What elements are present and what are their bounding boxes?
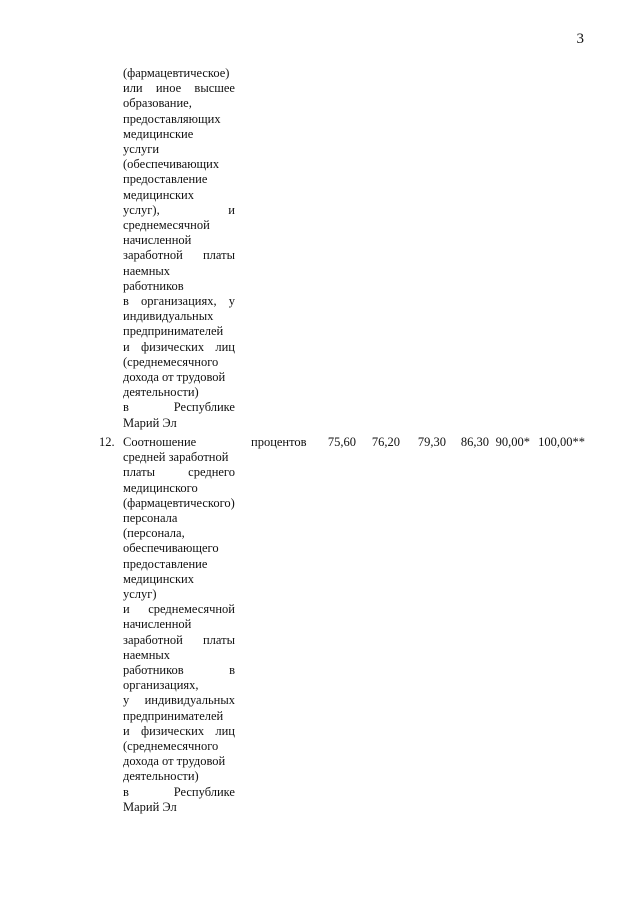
text-line: или иное высшее <box>123 81 235 96</box>
continued-indicator-description <box>123 66 235 431</box>
text-line: в организациях, у <box>123 294 235 309</box>
value-cell: 76,20 <box>371 435 400 449</box>
text-line: обеспечивающего <box>123 541 219 556</box>
text-line: организациях, <box>123 678 199 693</box>
text-line: персонала <box>123 511 178 526</box>
text-line: деятельности) <box>123 769 199 784</box>
text-line: услуги <box>123 142 160 157</box>
text-line: наемных <box>123 263 171 278</box>
text-line: (среднемесячного <box>123 739 219 754</box>
text-line: предпринимателей <box>123 708 224 723</box>
text-line: Марий Эл <box>123 415 177 430</box>
text-line: услуг) <box>123 587 157 602</box>
text-line: предоставляющих <box>123 111 221 126</box>
text-line: медицинские <box>123 126 194 141</box>
text-line: (среднемесячного <box>123 354 219 369</box>
text-line: заработной платы <box>123 248 235 263</box>
text-line: медицинских <box>123 187 194 202</box>
text-line: дохода от трудовой <box>123 754 226 769</box>
text-line: (фармацевтического) <box>123 495 235 510</box>
text-line: и среднемесячной <box>123 602 235 617</box>
page-number: 3 <box>576 31 584 47</box>
text-line: платы среднего <box>123 465 235 480</box>
text-line: работников <box>123 278 184 293</box>
text-line: предоставление <box>123 172 208 187</box>
unit-cell: процентов <box>251 435 307 449</box>
text-line: и физических лиц <box>123 339 235 354</box>
value-cell: 90,00* <box>495 435 530 449</box>
text-line: (фармацевтическое) <box>123 66 230 80</box>
text-line: Марий Эл <box>123 799 177 814</box>
text-line: работников в <box>123 663 235 678</box>
text-line: индивидуальных <box>123 309 214 324</box>
value-cell: 75,60 <box>327 435 356 449</box>
text-line: и физических лиц <box>123 723 235 738</box>
text-line: (обеспечивающих <box>123 157 220 172</box>
value-cell: 86,30 <box>460 435 489 449</box>
text-line: в Республике <box>123 784 235 799</box>
text-line: средней заработной <box>123 450 229 465</box>
text-line: предоставление <box>123 556 208 571</box>
text-line: начисленной <box>123 617 192 632</box>
row-number: 12. <box>99 435 115 449</box>
value-cell: 100,00** <box>538 435 585 449</box>
text-line: предпринимателей <box>123 324 224 339</box>
text-line: заработной платы <box>123 632 235 647</box>
text-line: Соотношение <box>123 435 197 449</box>
text-line: в Республике <box>123 400 235 415</box>
text-line: услуг), и <box>123 202 235 217</box>
row-12-description <box>123 435 235 815</box>
text-line: медицинского <box>123 480 198 495</box>
text-line: дохода от трудовой <box>123 370 226 385</box>
text-line: деятельности) <box>123 385 199 400</box>
text-line: наемных <box>123 647 171 662</box>
text-line: медицинских <box>123 571 194 586</box>
text-line: начисленной <box>123 233 192 248</box>
text-line: образование, <box>123 96 192 111</box>
value-cell: 79,30 <box>417 435 446 449</box>
text-line: у индивидуальных <box>123 693 235 708</box>
text-line: (персонала, <box>123 526 185 541</box>
text-line: среднемесячной <box>123 218 210 233</box>
